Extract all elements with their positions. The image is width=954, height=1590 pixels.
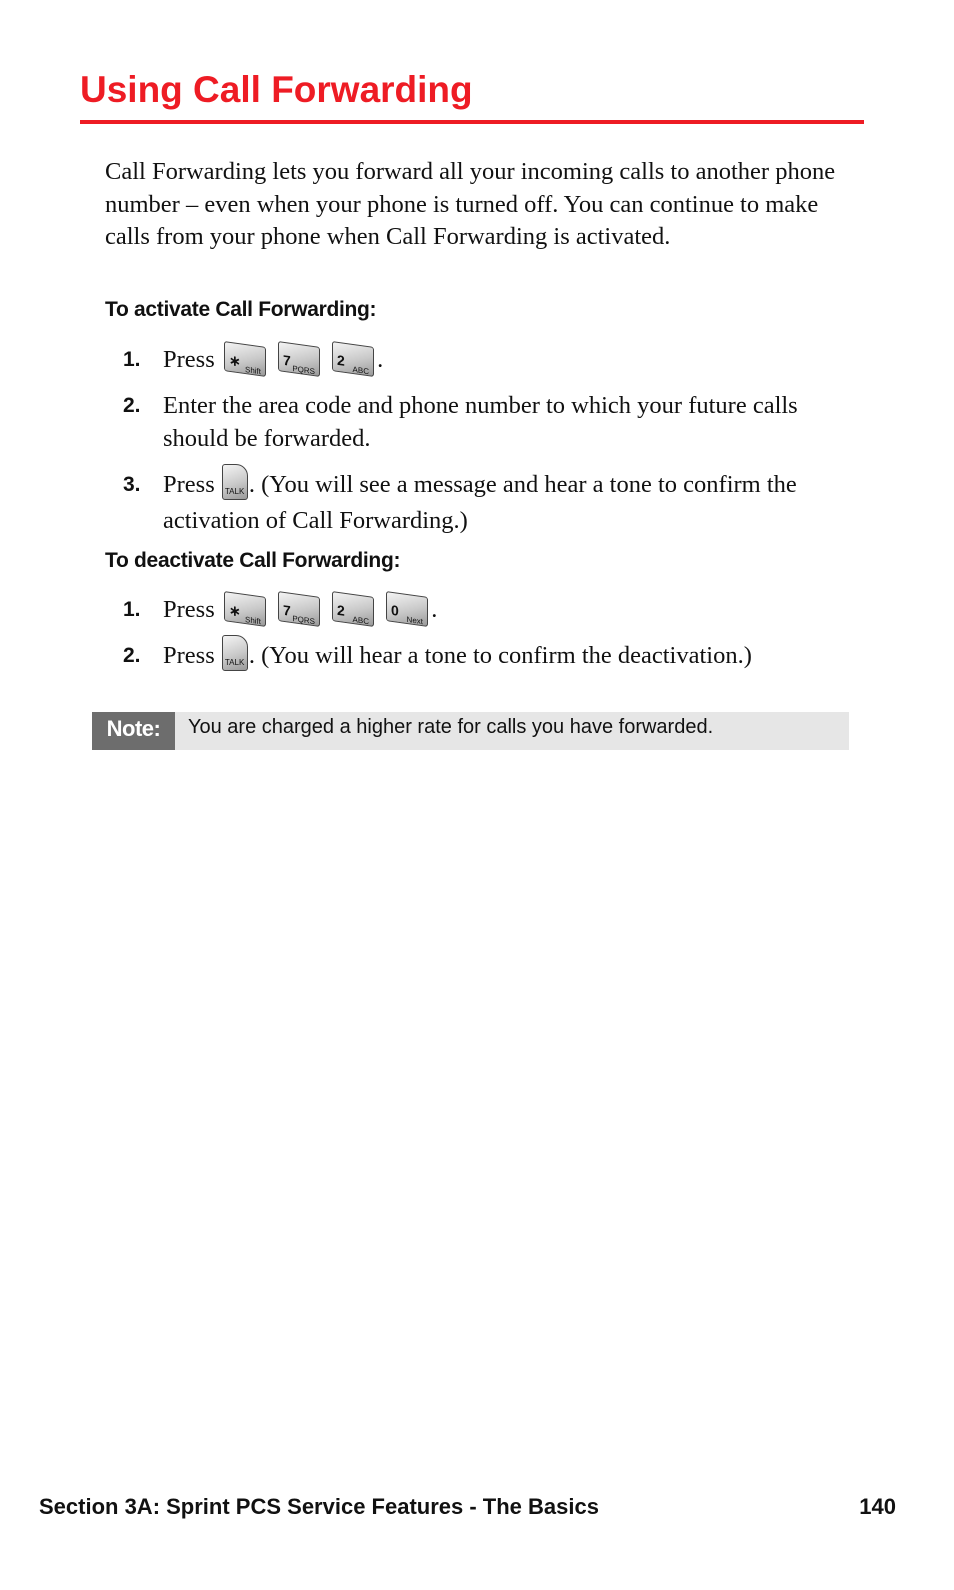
seven-pqrs-key-icon: 7 PQRS — [278, 591, 320, 627]
note-box — [92, 712, 849, 750]
note-label: Note: — [92, 712, 175, 750]
page-title: Using Call Forwarding — [80, 69, 473, 110]
step-number: 1. — [123, 598, 141, 621]
talk-key-icon: TALK — [222, 464, 248, 500]
page-number: 140 — [859, 1494, 896, 1519]
deactivate-step-2: 2. Press TALK . (You will hear a tone to confirm the deactivation.) — [105, 639, 855, 675]
step-text: Press — [163, 471, 215, 498]
title-underline — [80, 120, 864, 124]
deactivate-step-1: 1. Press ∗ Shift 7 PQRS 2 ABC 0 Next . — [105, 593, 855, 626]
zero-next-key-icon: 0 Next — [386, 591, 428, 627]
star-shift-key-icon: ∗ Shift — [224, 341, 266, 377]
talk-key-icon: TALK — [222, 635, 248, 671]
seven-pqrs-key-icon: 7 PQRS — [278, 341, 320, 377]
activate-step-3: 3. Press TALK . (You will see a message and hear a tone to confirm the activation of Call Forwarding.) — [105, 468, 855, 537]
step-text: Press — [163, 642, 215, 669]
activate-heading: To activate Call Forwarding: — [105, 298, 377, 321]
note-text: You are charged a higher rate for calls you have forwarded. — [188, 716, 714, 738]
intro-paragraph: Call Forwarding lets you forward all your incoming calls to another phone number – even when your phone is turned off. You can continue to make calls from your phone when Call Forwarding is activated. — [105, 158, 836, 250]
step-text: Press — [163, 596, 215, 623]
step-number: 1. — [123, 348, 141, 371]
step-text: Enter the area code and phone number to which your future calls should be forwarded. — [163, 392, 798, 452]
two-abc-key-icon: 2 ABC — [332, 591, 374, 627]
star-shift-key-icon: ∗ Shift — [224, 591, 266, 627]
footer-section-title: Section 3A: Sprint PCS Service Features - The Basics — [39, 1494, 599, 1519]
step-number: 2. — [123, 394, 141, 417]
deactivate-heading: To deactivate Call Forwarding: — [105, 549, 401, 572]
step-number: 3. — [123, 473, 141, 496]
activate-step-1: 1. Press ∗ Shift 7 PQRS 2 ABC . — [105, 343, 855, 376]
two-abc-key-icon: 2 ABC — [332, 341, 374, 377]
page-footer — [39, 1494, 896, 1520]
step-number: 2. — [123, 644, 141, 667]
step-text: Press — [163, 346, 215, 373]
activate-step-2 — [105, 389, 855, 455]
